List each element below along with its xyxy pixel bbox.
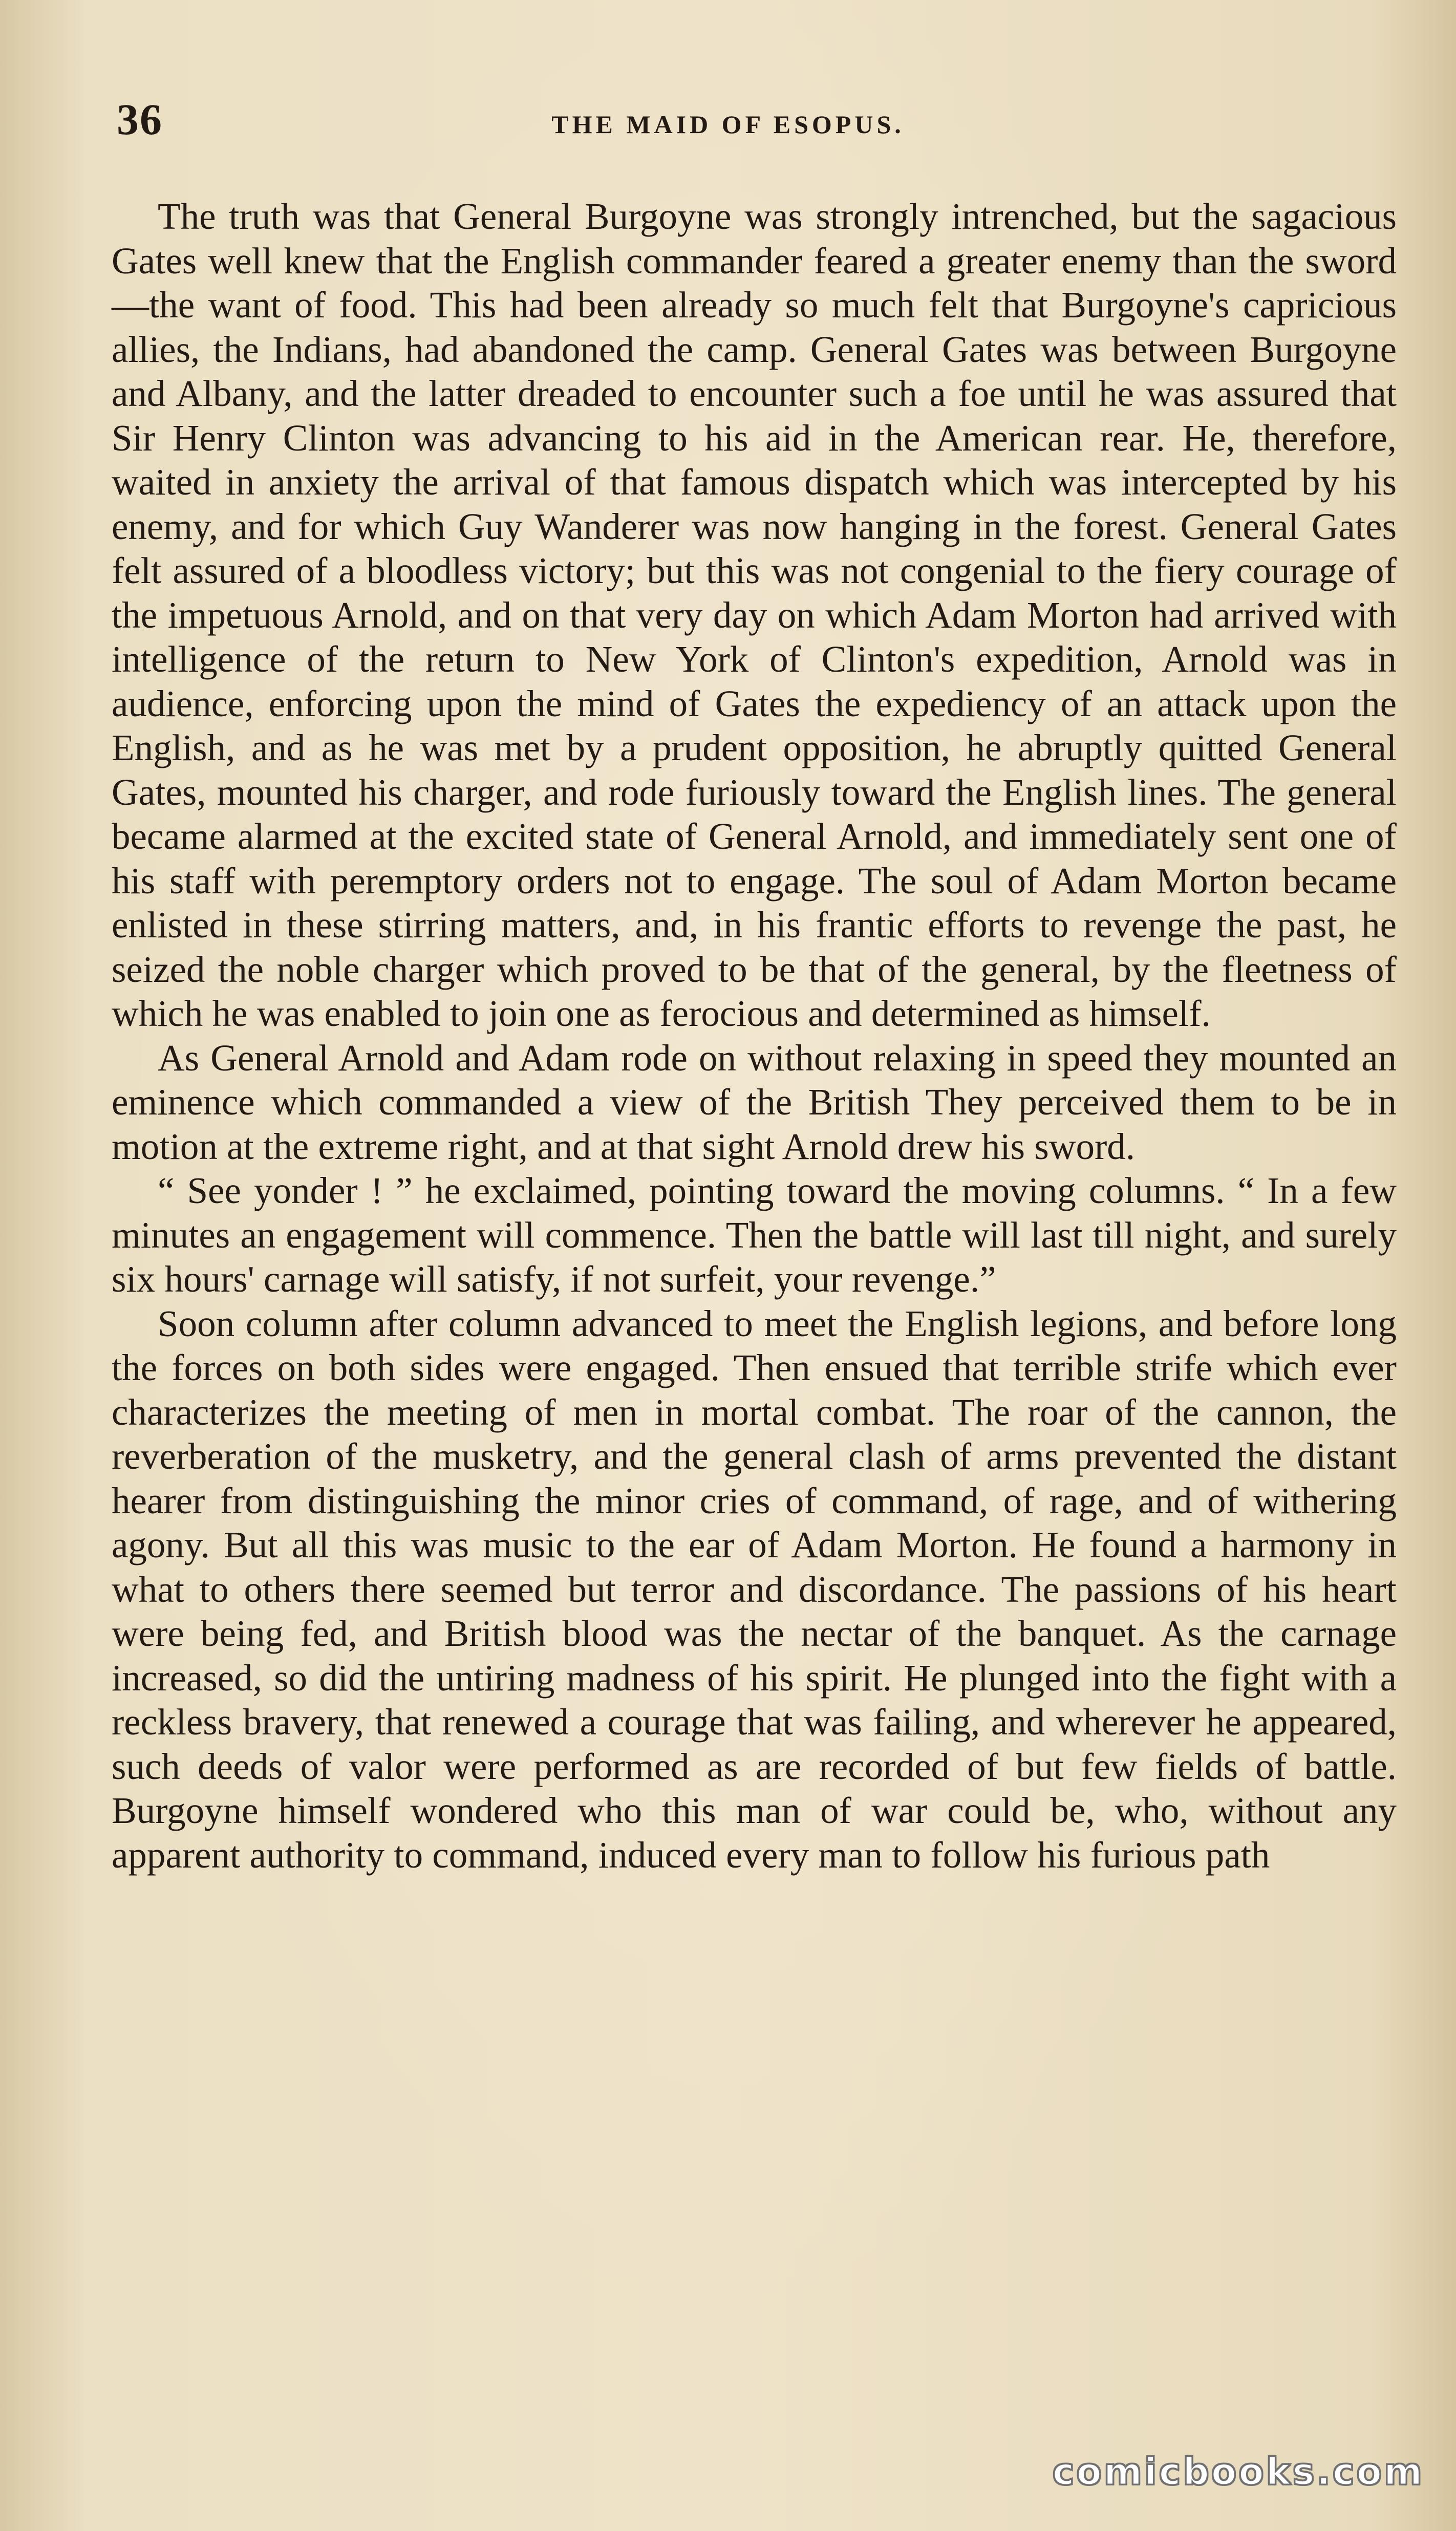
paragraph: The truth was that General Burgoyne was strongly intrenched, but the sagacious Gates well knew that the English commander feared a greater enemy than the sword—the want of food. This had been already so much felt that Burgoyne's capricious allies, the Indians, had abandoned the camp. General Gates was between Burgoyne and Albany, and the latter dreaded to encounter such a foe until he was assured that Sir Henry Clinton was advancing to his aid in the American rear. He, therefore, waited in anxiety the arrival of that famous dispatch which was intercepted by his enemy, and for which Guy Wanderer was now hanging in the forest. General Gates felt assured of a bloodless victory; but this was not congenial to the fiery courage of the impetuous Arnold, and on that very day on which Adam Morton had arrived with intelligence of the return to New York of Clinton's expedition, Arnold was in audience, enforcing upon the mind of Gates the expediency of an attack upon the English, and as he was met by a prudent opposition, he abruptly quitted General Gates, mounted his charger, and rode furiously toward the English lines. The general became alarmed at the excited state of General Arnold, and immediately sent one of his staff with peremptory orders not to engage. The soul of Adam Morton became enlisted in these stirring matters, and, in his frantic efforts to revenge the past, he seized the noble charger which proved to be that of the general, by the fleetness of which he was enabled to join one as ferocious and determined as himself. bbox=[112, 196, 1397, 1034]
body-text bbox=[112, 195, 1397, 1877]
watermark: comicbooks.com bbox=[1052, 2450, 1424, 2493]
paragraph: “ See yonder ! ” he exclaimed, pointing toward the moving columns. “ In a few minutes an engagement will commence. Then the battle will last till night, and surely six hours' carnage will satisfy, if not surfeit, your revenge.” bbox=[112, 1170, 1397, 1300]
paragraph: Soon column after column advanced to meet the English legions, and before long the forces on both sides were engaged. Then ensued that terrible strife which ever characterizes the meeting of men in mortal combat. The roar of the cannon, the reverberation of the musketry, and the general clash of arms prevented the distant hearer from distinguishing the minor cries of command, of rage, and of withering agony. But all this was music to the ear of Adam Morton. He found a harmony in what to others there seemed but terror and discordance. The passions of his heart were being fed, and British blood was the nectar of the banquet. As the carnage increased, so did the untiring madness of his spirit. He plunged into the fight with a reckless bravery, that renewed a courage that was failing, and wherever he appeared, such deeds of valor were performed as are recorded of but few fields of battle. Burgoyne himself wondered who this man of war could be, who, without any apparent authority to command, induced every man to follow his furious path bbox=[112, 1302, 1397, 1876]
page-header bbox=[0, 0, 1456, 205]
running-head: THE MAID OF ESOPUS. bbox=[551, 110, 905, 139]
paragraph: As General Arnold and Adam rode on without relaxing in speed they mounted an eminence which commanded a view of the British They perceived them to be in motion at the extreme right, and at that sight Arnold drew his sword. bbox=[112, 1037, 1397, 1167]
page-number: 36 bbox=[117, 95, 163, 144]
